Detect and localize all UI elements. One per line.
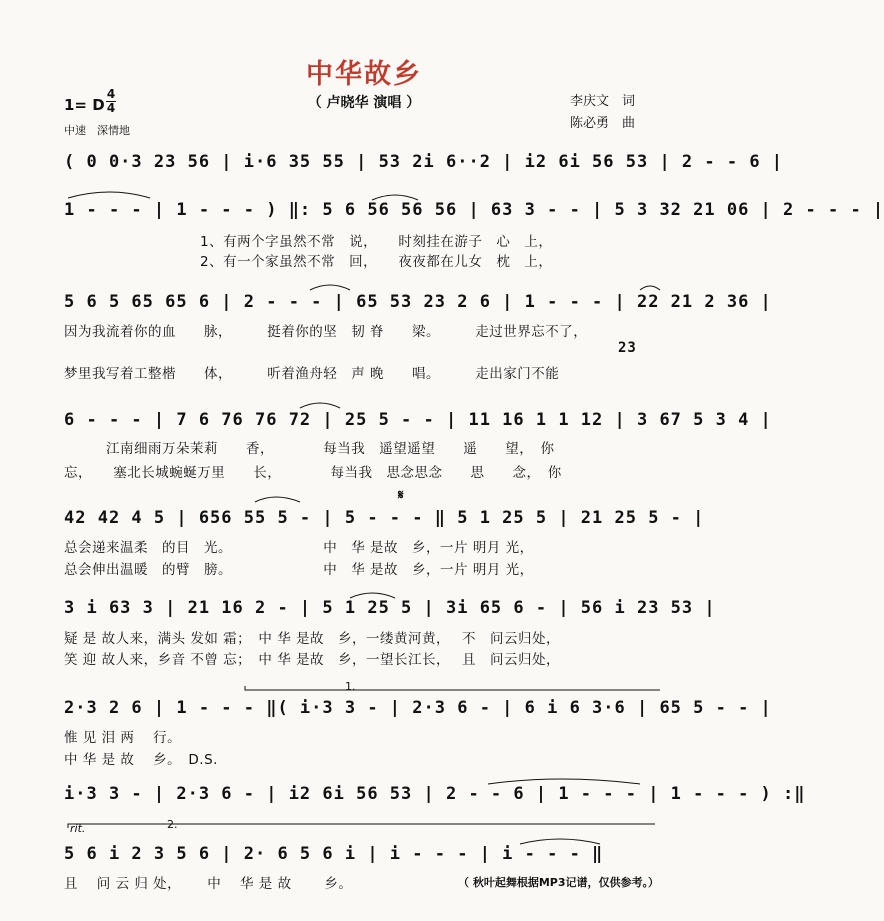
- extra-notes-23: 23: [618, 340, 637, 356]
- score-line-1: ( 0 0·3 23 56 | i·6 35 55 | 53 2i 6··2 | i2 6i 56 53 | 2 - - 6 |: [64, 152, 784, 172]
- lyric-4-verse-1: 江南细雨万朵茉莉 香， 每当我 遥望遥望 遥 望， 你: [64, 441, 555, 457]
- segno-icon: 𝄋: [398, 488, 404, 503]
- time-top: 4: [106, 87, 116, 101]
- lyric-3-verse-1: 因为我流着你的血 脉， 挺着你的坚 韧 脊 梁。 走过世界忘不了，: [64, 324, 588, 340]
- lyric-4-verse-2: 忘， 塞北长城蜿蜒万里 长， 每当我 思念思念 思 念， 你: [64, 465, 562, 481]
- volta-1-label: 1.: [345, 680, 356, 693]
- tie-arc: [300, 403, 340, 408]
- tie-arc: [488, 779, 640, 784]
- tie-arc: [68, 192, 150, 198]
- lyric-3-verse-2: 梦里我写着工整楷 体， 听着渔舟轻 声 晚 唱。 走出家门不能: [64, 366, 560, 382]
- lyric-6-verse-1: 疑 是 故人来，满头 发如 霜； 中 华 是故 乡，一缕黄河黄， 不 问云归处，: [64, 631, 561, 647]
- time-bottom: 4: [106, 101, 116, 115]
- lyric-5-verse-1: 总会递来温柔 的目 光。 中 华 是故 乡，一片 明月 光，: [64, 540, 534, 556]
- score-line-6: 3 i 63 3 | 21 16 2 - | 5 1 25 5 | 3i 65 6 - | 56 i 23 53 |: [64, 598, 716, 618]
- lyric-2-verse-1: 1、有两个字虽然不常 说， 时刻挂在游子 心 上，: [200, 234, 553, 250]
- tie-arc: [310, 285, 350, 290]
- key-signature: 1= D: [64, 96, 105, 114]
- tie-arc: [372, 195, 418, 200]
- tie-arc: [640, 286, 660, 290]
- singer-credit: （ 卢晓华 演唱 ）: [307, 95, 421, 111]
- score-line-9: 5 6 i 2 3 5 6 | 2· 6 5 6 i | i - - - | i - - - ‖: [64, 844, 604, 864]
- lyric-7-verse-2: 中 华 是 故 乡。 D.S.: [64, 752, 218, 768]
- composer-credit: 陈必勇 曲: [570, 116, 636, 131]
- lyric-5-verse-2: 总会伸出温暖 的臂 膀。 中 华 是故 乡，一片 明月 光，: [64, 562, 534, 578]
- score-line-7: 2·3 2 6 | 1 - - - ‖( i·3 3 - | 2·3 6 - | 6 i 6 3·6 | 65 5 - - |: [64, 698, 772, 718]
- score-line-5: 42 42 4 5 | 656 55 5 - | 5 - - - ‖ 5 1 25 5 | 21 25 5 - |: [64, 508, 705, 528]
- song-title: 中华故乡: [306, 59, 422, 90]
- lyric-6-verse-2: 笑 迎 故人来，乡音 不曾 忘； 中 华 是故 乡，一望长江长， 且 问云归处，: [64, 652, 561, 668]
- tie-arc: [255, 497, 300, 502]
- lyric-7-verse-1: 惟 见 泪 两 行。: [64, 730, 182, 746]
- transcription-note: （ 秋叶起舞根据MP3记谱，仅供参考。）: [458, 876, 659, 889]
- tie-arc: [350, 593, 395, 598]
- score-line-8: i·3 3 - | 2·3 6 - | i2 6i 56 53 | 2 - - 6 | 1 - - - | 1 - - - ) :‖: [64, 784, 806, 804]
- tie-arc: [520, 839, 600, 844]
- volta-2-bracket: [68, 824, 655, 828]
- lyricist-credit: 李庆文 词: [570, 94, 636, 109]
- score-line-4: 6 - - - | 7 6 76 76 72 | 25 5 - - | 11 16 1 1 12 | 3 67 5 3 4 |: [64, 410, 772, 430]
- tempo-marking: 中速 深情地: [64, 124, 130, 137]
- volta-2-label: 2.: [167, 818, 178, 831]
- score-line-2: 1 - - - | 1 - - - ) ‖: 5 6 56 56 56 | 63 3 - - | 5 3 32 21 06 | 2 - - - |: [64, 200, 884, 220]
- lyric-2-verse-2: 2、有一个家虽然不常 回， 夜夜都在儿女 枕 上，: [200, 254, 553, 270]
- volta-1-bracket: [245, 686, 660, 690]
- lyric-9-verse-1: 且 问 云 归 处， 中 华 是 故 乡。: [64, 876, 353, 892]
- rit-marking: rit.: [70, 822, 86, 835]
- score-line-3: 5 6 5 65 65 6 | 2 - - - | 65 53 23 2 6 | 1 - - - | 22 21 2 36 |: [64, 292, 772, 312]
